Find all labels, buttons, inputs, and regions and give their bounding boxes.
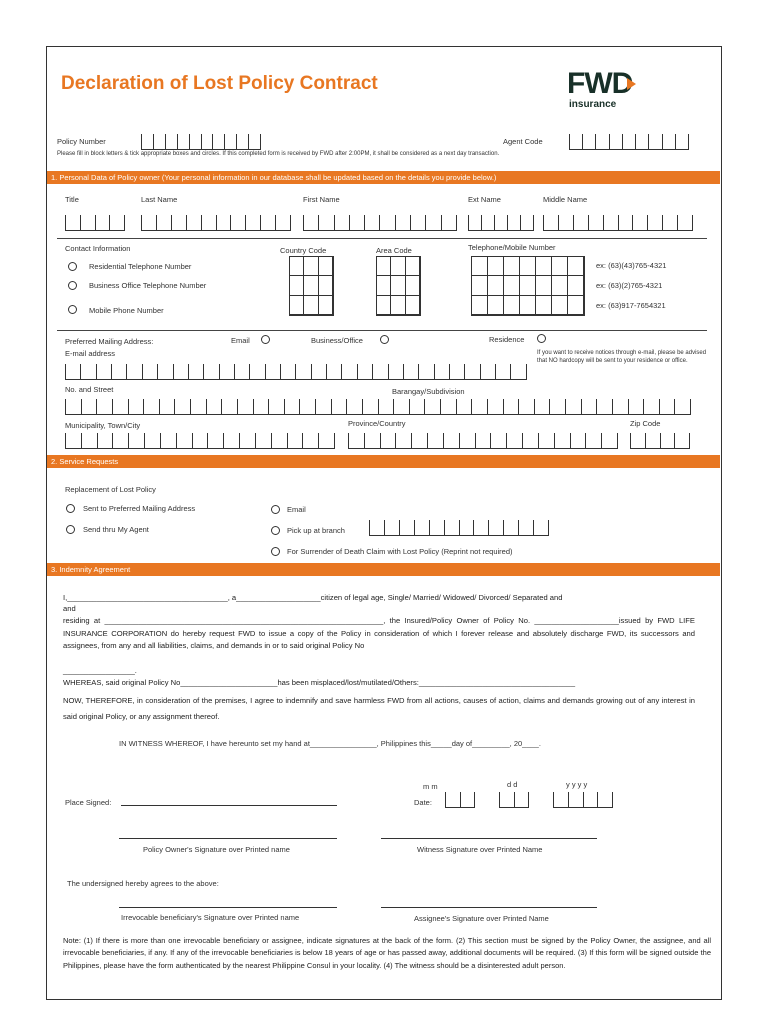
first-name-label: First Name <box>303 195 340 204</box>
indemnity-and: and <box>63 604 76 613</box>
street-barangay-boxes[interactable] <box>65 399 691 415</box>
section2-heading: 2. Service Requests <box>47 455 720 468</box>
place-signed-line[interactable] <box>121 805 337 806</box>
mailing-address-label: Preferred Mailing Address: <box>65 337 154 346</box>
ext-name-label: Ext Name <box>468 195 501 204</box>
business-phone-label: Business Office Telephone Number <box>89 281 207 290</box>
fwd-logo: FWD insurance <box>567 67 647 115</box>
indemnity-line2b: _________________. <box>63 666 137 675</box>
agent-code-label: Agent Code <box>503 137 543 146</box>
replacement-label: Replacement of Lost Policy <box>65 485 156 494</box>
first-name-boxes[interactable] <box>303 215 457 231</box>
section1-heading: 1. Personal Data of Policy owner (Your personal information in our database shall be updated based on the details you provide below.) <box>47 171 720 184</box>
policy-number-label: Policy Number <box>57 137 106 146</box>
example-residential: ex: (63)(43)765-4321 <box>596 261 667 270</box>
email-address-label: E-mail address <box>65 349 116 358</box>
service-email-radio[interactable] <box>271 505 280 514</box>
area-code-grid[interactable] <box>376 256 421 316</box>
zip-code-boxes[interactable] <box>630 433 690 449</box>
residential-label: Residential Telephone Number <box>89 262 192 271</box>
example-mobile: ex: (63)917-7654321 <box>596 301 666 310</box>
agent-option: Send thru My Agent <box>83 525 149 534</box>
country-code-grid[interactable] <box>289 256 334 316</box>
residential-radio[interactable] <box>68 262 77 271</box>
form-title: Declaration of Lost Policy Contract <box>61 73 378 94</box>
province-label: Province/Country <box>348 419 406 428</box>
mobile-radio[interactable] <box>68 305 77 314</box>
ext-name-boxes[interactable] <box>468 215 534 231</box>
title-boxes[interactable] <box>65 215 125 231</box>
last-name-boxes[interactable] <box>141 215 291 231</box>
date-mm-boxes[interactable] <box>445 792 475 808</box>
barangay-label: Barangay/Subdivision <box>392 387 465 396</box>
mailing-address-option: Sent to Preferred Mailing Address <box>83 504 196 513</box>
divider <box>57 330 707 331</box>
agent-code-boxes[interactable] <box>569 134 689 150</box>
pickup-option: Pick up at branch <box>287 526 345 535</box>
street-label: No. and Street <box>65 385 114 394</box>
date-mm-label: m m <box>423 782 438 791</box>
municipality-label: Municipality, Town/City <box>65 421 141 430</box>
date-dd-boxes[interactable] <box>499 792 529 808</box>
branch-boxes[interactable] <box>369 520 549 536</box>
indemnity-line1: I,______________________________________, a____________________citizen of legal age, Single/ Married/ Widowed/ Divorced/ Separated and <box>63 593 563 602</box>
contact-info-label: Contact Information <box>65 244 131 253</box>
residence-option-label: Residence <box>489 335 525 344</box>
mobile-label: Mobile Phone Number <box>89 306 164 315</box>
email-option-label: Email <box>231 336 250 345</box>
telephone-grid[interactable] <box>471 256 585 316</box>
business-phone-radio[interactable] <box>68 281 77 290</box>
municipality-boxes[interactable] <box>65 433 335 449</box>
agent-radio[interactable] <box>66 525 75 534</box>
witness-signature-line[interactable] <box>381 838 597 839</box>
instruction-text: Please fill in block letters & tick appropriate boxes and circles. If this completed form is received by FWD after 2:00PM, it shall be considered as a next day transaction. <box>57 151 500 157</box>
email-boxes[interactable] <box>65 364 527 380</box>
telephone-label: Telephone/Mobile Number <box>468 243 556 252</box>
owner-signature-line[interactable] <box>119 838 337 839</box>
beneficiary-signature-label: Irrevocable beneficiary's Signature over Printed name <box>121 913 300 922</box>
example-business: ex: (63)(2)765-4321 <box>596 281 663 290</box>
witness-signature-label: Witness Signature over Printed Name <box>417 845 543 854</box>
form-page <box>46 46 722 1000</box>
date-yyyy-boxes[interactable] <box>553 792 613 808</box>
indemnity-body: residing at __________________________________________________________________, the Insured/Policy Owner of Policy No. ____________________issued by FWD LIFE INSURANCE CORPORATION do hereby request FWD to issue a copy of the Policy in consideration of which I forever release and absolutely discharge FWD, its successors and assignees, from any and all liabilities, claims, and demands in or to said original Policy No <box>63 616 695 651</box>
now-therefore-clause: NOW, THEREFORE, in consideration of the premises, I agree to indemnify and save harmless FWD from all actions, causes of action, claims and demands growing out of any interest in said original Policy, or any assignment thereof. <box>63 696 695 721</box>
pickup-radio[interactable] <box>271 526 280 535</box>
surrender-radio[interactable] <box>271 547 280 556</box>
beneficiary-signature-line[interactable] <box>119 907 337 908</box>
last-name-label: Last Name <box>141 195 178 204</box>
owner-signature-label: Policy Owner's Signature over Printed name <box>143 845 290 854</box>
business-radio[interactable] <box>380 335 389 344</box>
assignee-signature-label: Assignee's Signature over Printed Name <box>414 914 549 923</box>
service-email-option: Email <box>287 505 306 514</box>
business-option-label: Business/Office <box>311 336 363 345</box>
assignee-signature-line[interactable] <box>381 907 597 908</box>
policy-number-boxes[interactable] <box>141 134 261 150</box>
witness-clause: IN WITNESS WHEREOF, I have hereunto set my hand at________________, Philippines this_____day of_________, 20____. <box>119 739 541 748</box>
date-dd-label: d d <box>507 780 518 789</box>
date-label: Date: <box>414 798 432 807</box>
email-note: If you want to receive notices through e-mail, please be advised that NO hardcopy will be sent to your residence or office. <box>537 350 707 364</box>
whereas-clause: WHEREAS, said original Policy No_______________________has been misplaced/lost/mutilated/Others:_____________________________________ <box>63 678 576 687</box>
surrender-option: For Surrender of Death Claim with Lost Policy (Reprint not required) <box>287 547 513 556</box>
note-text: Note: (1) If there is more than one irrevocable beneficiary or assignee, indicate signatures at the back of the form. (2) This section must be signed by the Policy Owner, the assignee, and all irrevocable beneficiaries, if any. If any of the irrevocable beneficiaries is below 18 years of age or has passed away, additional documents will be required. (3) If this form will be signed outside the Philippines, please have the form authenticated by the nearest Philippine Consul in your locality. (4) The witness should be a disinterested adult person. <box>63 936 711 970</box>
residence-radio[interactable] <box>537 334 546 343</box>
divider <box>57 238 707 239</box>
country-code-label: Country Code <box>280 246 327 255</box>
area-code-label: Area Code <box>376 246 412 255</box>
place-signed-label: Place Signed: <box>65 798 112 807</box>
title-label: Title <box>65 195 79 204</box>
date-yyyy-label: y y y y <box>566 780 588 789</box>
province-boxes[interactable] <box>348 433 618 449</box>
zip-code-label: Zip Code <box>630 419 661 428</box>
mailing-address-radio[interactable] <box>66 504 75 513</box>
section3-heading: 3. Indemnity Agreement <box>47 563 720 576</box>
email-radio[interactable] <box>261 335 270 344</box>
middle-name-boxes[interactable] <box>543 215 693 231</box>
middle-name-label: Middle Name <box>543 195 588 204</box>
undersigned-label: The undersigned hereby agrees to the above: <box>67 879 219 888</box>
